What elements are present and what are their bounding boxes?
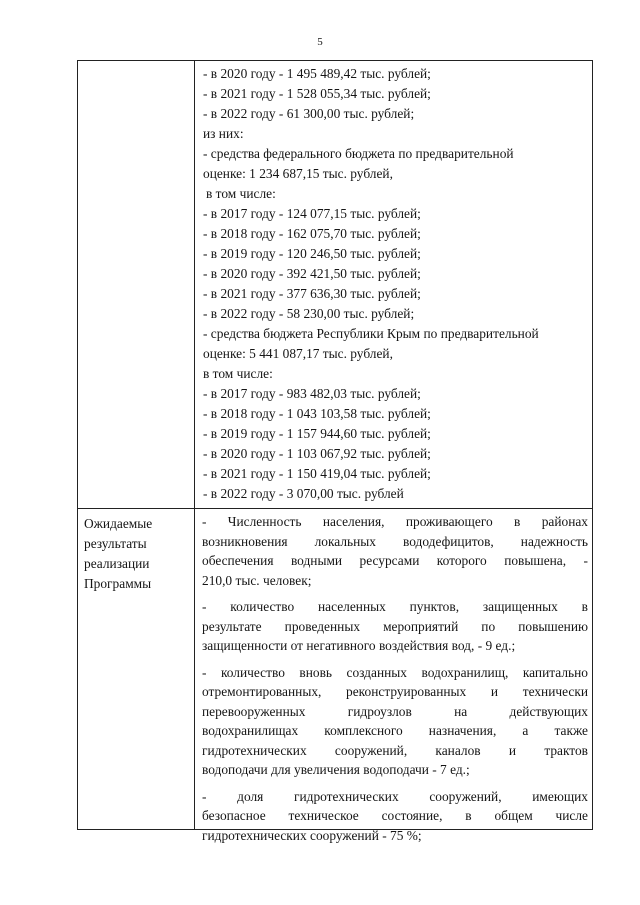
- results-label-line: реализации: [84, 556, 150, 571]
- funding-line: - в 2022 году - 61 300,00 тыс. рублей;: [203, 106, 415, 121]
- result-line: перевооруженных гидроузлов на действующих: [202, 703, 588, 719]
- funding-line: - в 2020 году - 1 103 067,92 тыс. рублей;: [203, 446, 431, 461]
- results-label-line: Ожидаемые: [84, 516, 153, 531]
- result-line: - доля гидротехнических сооружений, имеющих: [202, 788, 588, 804]
- funding-line: - в 2020 году - 1 495 489,42 тыс. рублей;: [203, 66, 431, 81]
- funding-line: - в 2019 году - 120 246,50 тыс. рублей;: [203, 246, 421, 261]
- result-line: отремонтированных, реконструированных и технически: [202, 684, 588, 699]
- results-cell: [202, 512, 588, 852]
- funding-line: - в 2021 году - 1 150 419,04 тыс. рублей;: [203, 466, 431, 481]
- result-line: - количество населенных пунктов, защищенных в: [202, 599, 588, 614]
- result-paragraph-population: [202, 512, 588, 590]
- result-line: - Численность населения, проживающего в районах: [202, 514, 588, 529]
- result-line: обеспечения водными ресурсами которого повышена, -: [202, 553, 588, 568]
- funding-line: - в 2018 году - 162 075,70 тыс. рублей;: [203, 226, 421, 241]
- result-line: результате проведенных мероприятий по повышению: [202, 618, 588, 634]
- funding-line: - в 2021 году - 1 528 055,34 тыс. рублей;: [203, 86, 431, 101]
- funding-line: - средства бюджета Республики Крым по предварительной: [203, 326, 539, 341]
- result-line: гидротехнических сооружений, каналов и трактов: [202, 742, 588, 758]
- funding-line: - в 2021 году - 377 636,30 тыс. рублей;: [203, 286, 421, 301]
- funding-line: - в 2022 году - 3 070,00 тыс. рублей: [203, 486, 404, 501]
- funding-line: - в 2022 году - 58 230,00 тыс. рублей;: [203, 306, 415, 321]
- funding-line: - в 2018 году - 1 043 103,58 тыс. рублей;: [203, 406, 431, 421]
- funding-line: в том числе:: [203, 366, 273, 381]
- funding-line: из них:: [203, 126, 244, 141]
- result-line: безопасное техническое состояние, в общем числе: [202, 808, 588, 823]
- result-line: гидротехнических сооружений - 75 %;: [202, 827, 422, 843]
- funding-line: - в 2019 году - 1 157 944,60 тыс. рублей;: [203, 426, 431, 441]
- result-line: возникновения локальных вододефицитов, надежность: [202, 533, 588, 549]
- result-paragraph-reservoirs: [202, 663, 588, 780]
- funding-line: - в 2017 году - 124 077,15 тыс. рублей;: [203, 206, 421, 221]
- funding-line: - средства федерального бюджета по предварительной: [203, 146, 514, 161]
- page-number: 5: [317, 36, 323, 48]
- result-line: - количество вновь созданных водохранилищ, капитально: [202, 664, 588, 680]
- funding-line: - в 2017 году - 983 482,03 тыс. рублей;: [203, 386, 421, 401]
- funding-line: - в 2020 году - 392 421,50 тыс. рублей;: [203, 266, 421, 281]
- funding-cell: [203, 64, 588, 504]
- result-line: водоподачи для увеличения водоподачи - 7 ед.;: [202, 762, 470, 777]
- results-label-line: результаты: [84, 536, 147, 551]
- results-label-line: Программы: [84, 576, 152, 591]
- result-line: 210,0 тыс. человек;: [202, 572, 312, 588]
- funding-line: оценке: 5 441 087,17 тыс. рублей,: [203, 346, 393, 361]
- result-paragraph-settlements: [202, 597, 588, 656]
- result-paragraph-hydro-safety: [202, 787, 588, 846]
- results-label-cell: [84, 514, 192, 594]
- result-line: водохранилищах комплексного назначения, а также: [202, 723, 588, 738]
- result-line: защищенности от негативного воздействия вод, - 9 ед.;: [202, 638, 516, 653]
- program-passport-table: [77, 60, 593, 843]
- column-divider: [194, 61, 195, 829]
- row-divider: [78, 508, 592, 509]
- funding-line: оценке: 1 234 687,15 тыс. рублей,: [203, 166, 393, 181]
- funding-line: в том числе:: [206, 186, 276, 201]
